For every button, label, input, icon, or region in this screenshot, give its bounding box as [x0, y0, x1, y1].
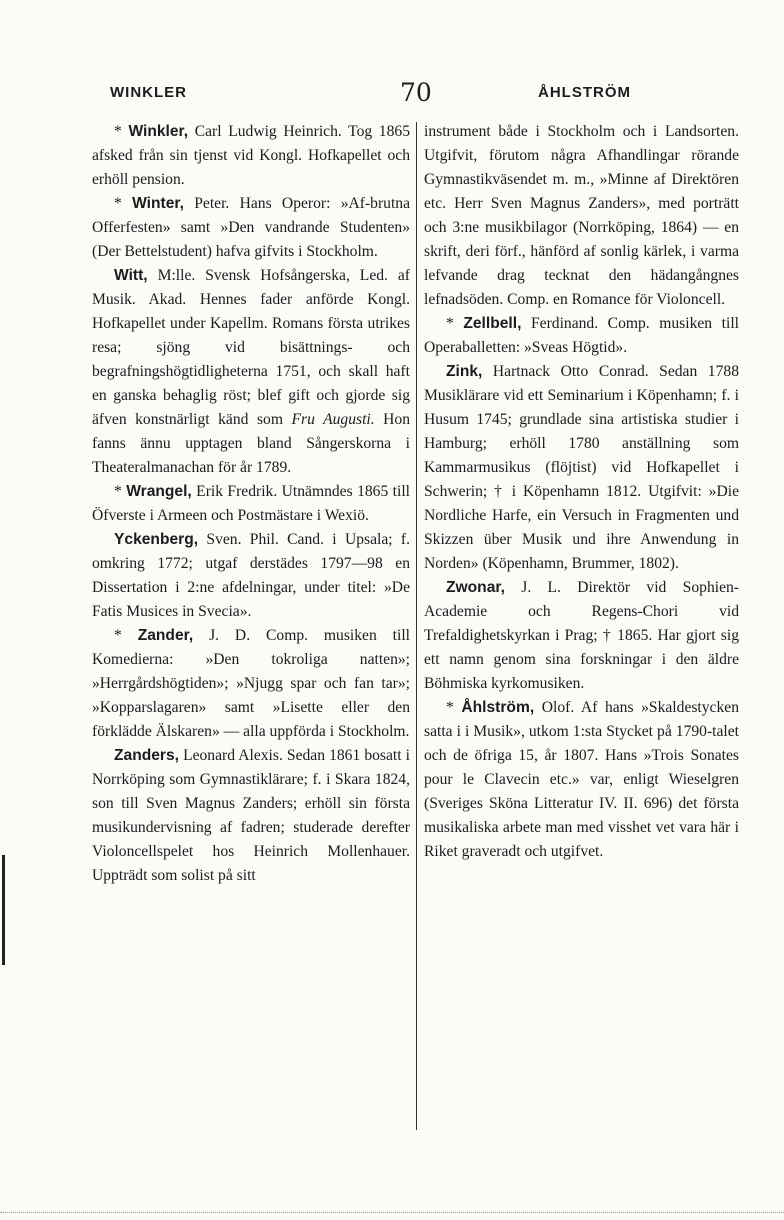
entry-text: Hartnack Otto Conrad. Sedan 1788 Musiklärare vid ett Seminarium i Köpenhamn; f. i Husum 1745; grundlade sina artistiska studier i Hamburg; erhöll 1780 anställning som Kammarmusikus (flöjtist) vid Hofkapellet i Schwerin; † i Köpenhamn 1812. Utgifvit: »Die Nordliche Harfe, ein Versuch in Fragmenten und Skizzen über Musik und ihre Anwendung in Norden» (Köpenhamn, Brummer, 1802). — [424, 363, 739, 572]
entry-marker: * — [446, 699, 462, 716]
entry-headword: Zwonar, — [446, 579, 505, 596]
entry-text: Sven. Phil. Cand. i Upsala; f. omkring 1772; utgaf derstädes 1797—98 en Dissertation i 2:ne afdelningar, under titel: »De Fatis Musices in Svecia». — [92, 531, 410, 620]
entry-text: Ferdinand. Comp. musiken till Operaballetten: »Sveas Högtid». — [424, 315, 739, 356]
entry-headword: Zander, — [137, 627, 194, 644]
entry-text-tail: Hon fanns ännu upptagen bland Sångerskorna i Theateralmanachan för år 1789. — [92, 411, 411, 476]
entry-zink — [424, 360, 739, 576]
entry-text: Erik Fredrik. Utnämndes 1865 till Öfverste i Armeen och Postmästare i Wexiö. — [92, 483, 410, 524]
entry-zanders-continued — [424, 120, 739, 312]
page-number: 70 — [400, 78, 432, 107]
entry-headword: Zanders, — [114, 747, 179, 764]
entry-zwonar — [424, 576, 739, 696]
entry-headword: Winkler, — [128, 123, 189, 140]
entry-headword: Åhlström, — [461, 699, 535, 716]
entry-ahlstrom — [424, 696, 739, 864]
entry-text: J. D. Comp. musiken till Komedierna: »Den tokroliga natten»; »Herrgårdshögtiden»; »Njugg spar och fan tar»; »Kopparslagaren» samt »Lisette eller den förklädde Älskaren» — alla uppförda i Stockholm. — [92, 627, 410, 740]
entry-text: Leonard Alexis. Sedan 1861 bosatt i Norrköping som Gymnastiklärare; f. i Skara 1824, son till Sven Magnus Zanders; erhöll sin första musikundervisning af fadren; studerade derefter Violoncellspelet hos Heinrich Mollenhauer. Uppträdt som solist på sitt — [92, 747, 410, 884]
entry-text: Olof. Af hans »Skaldestycken satta i i Musik», utkom 1:sta Stycket på 1790-talet och de öfriga 15, år 1807. Hans »Trois Sonates pour le Clavecin etc.» var, enligt Wieselgren (Sveriges Sköna Litteratur IV. II. 696) det första musikaliska arbete man med visshet vet vara här i Riket graveradt och utgifvet. — [424, 699, 739, 860]
right-column — [424, 120, 739, 864]
entry-winkler — [92, 120, 410, 192]
entry-marker: * — [114, 627, 138, 644]
entry-zellbell — [424, 312, 739, 360]
entry-text: instrument både i Stockholm och i Landsorten. Utgifvit, förutom några Afhandlingar rörande Gymnastikväsendet m. m., »Minne af Direktören etc. Herr Sven Magnus Zanders», med porträtt och 3:ne musikbilagor (Norrköping, 1864) — en skrift, deri förf., hänförd af sonlig kärlek, i varma lefvande drag tecknat den hädangångnes lefnadsöden. Comp. en Romance för Violoncell. — [424, 123, 739, 308]
left-column — [92, 120, 410, 888]
scan-bottom-edge — [0, 1212, 784, 1214]
entry-text: M:lle. Svensk Hofsångerska, Led. af Musik. Akad. Hennes fader anförde Kongl. Hofkapellet under Kapellm. Romans första utrikes resa; sjöng vid bisättnings- och begrafningshögtidligheterna 1751, och skall haft en ganska behaglig röst; blef gift och gjorde sig äfven konstnärligt känd som — [92, 267, 410, 428]
scan-edge-mark — [2, 855, 5, 965]
entry-marker: * — [114, 195, 133, 212]
entry-text: Peter. Hans Operor: »Af-brutna Offerfesten» samt »Den vandrande Studenten» (Der Bettelstudent) hafva gifvits i Stockholm. — [92, 195, 410, 260]
column-divider — [416, 122, 417, 1130]
entry-headword: Zellbell, — [463, 315, 522, 332]
entry-text: J. L. Direktör vid Sophien-Academie och Regens-Chori vid Trefaldighetskyrkan i Prag; † 1865. Har gjort sig ett namn genom sina forskningar i den äldre Böhmiska kyrkomusiken. — [424, 579, 739, 692]
entry-headword: Yckenberg, — [114, 531, 199, 548]
entry-marker: * — [114, 123, 129, 140]
header-left-guide-word: WINKLER — [110, 84, 187, 101]
entry-winter — [92, 192, 410, 264]
entry-headword: Witt, — [114, 267, 148, 284]
entry-headword: Winter, — [132, 195, 184, 212]
entry-yckenberg — [92, 528, 410, 624]
header-right-guide-word: ÅHLSTRÖM — [538, 84, 631, 101]
entry-headword: Zink, — [446, 363, 483, 380]
entry-marker: * — [114, 483, 127, 500]
entry-witt — [92, 264, 410, 480]
entry-text: Carl Ludwig Heinrich. Tog 1865 afsked från sin tjenst vid Kongl. Hofkapellet och erhöll pension. — [92, 123, 410, 188]
entry-headword: Wrangel, — [126, 483, 192, 500]
entry-wrangel — [92, 480, 410, 528]
entry-marker: * — [446, 315, 464, 332]
entry-zander — [92, 624, 410, 744]
entry-italic-name: Fru Augusti. — [291, 411, 375, 428]
running-header — [88, 78, 738, 112]
entry-zanders — [92, 744, 410, 888]
